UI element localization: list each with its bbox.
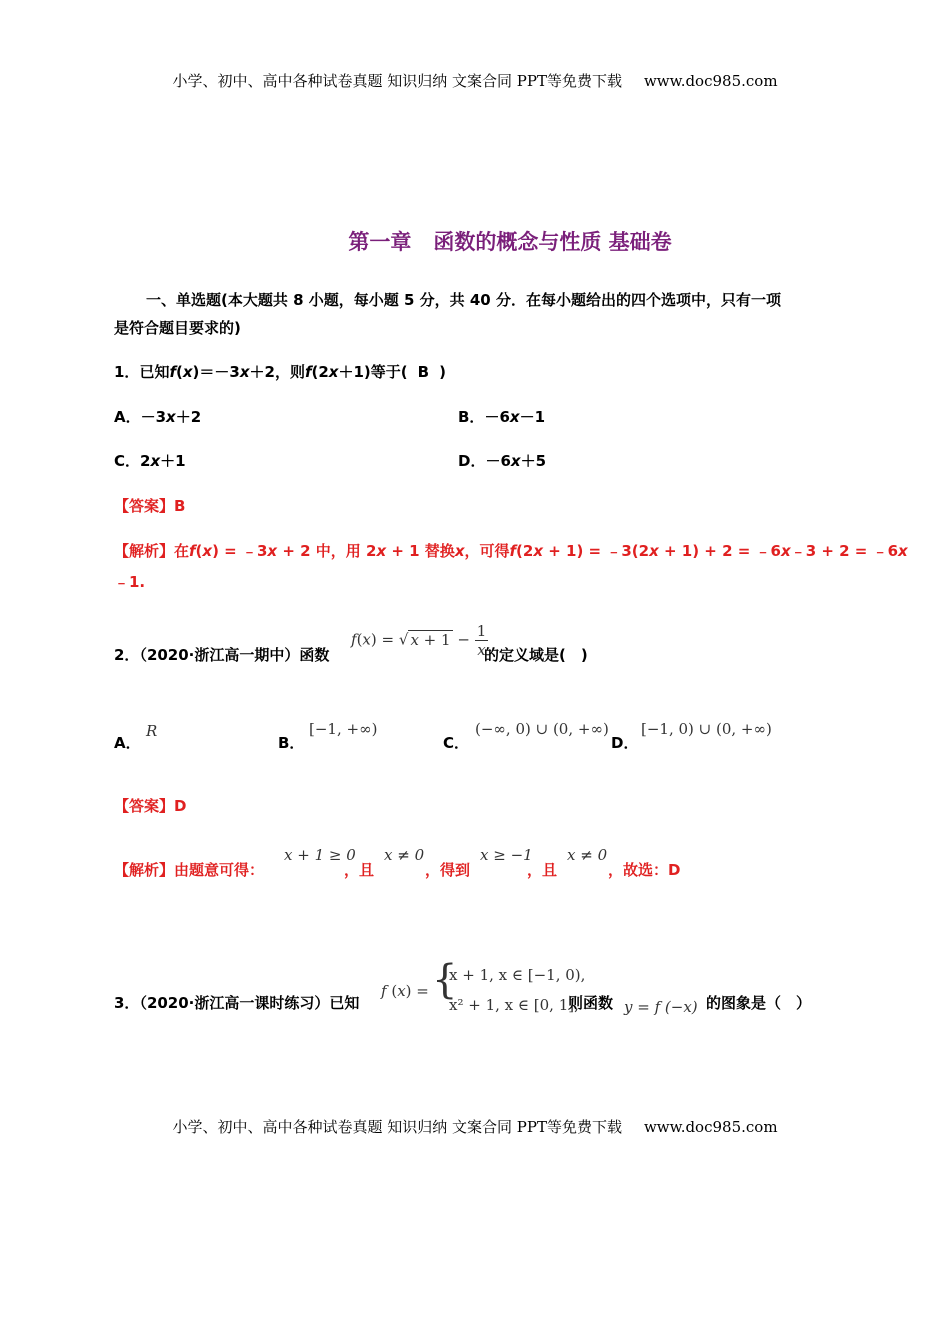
q3-stem-tail: 的图象是（ ）: [706, 994, 812, 1012]
page-title: [0, 226, 950, 256]
q3-stem-mid: 则函数: [568, 994, 614, 1012]
q2-option-c-label[interactable]: C．: [443, 734, 470, 752]
page-footer: [0, 1116, 950, 1137]
footer-url[interactable]: www.doc985.com: [643, 1118, 778, 1136]
q2-formula: f(x) = √ x + 1 − $\frac{1}{x}$: [351, 622, 487, 659]
q3-stem-left: 3．（2020·浙江高一课时练习）已知: [114, 994, 360, 1012]
q2-expl-sep-1: ，且: [344, 861, 375, 879]
q2-option-a-label[interactable]: A．: [114, 734, 141, 752]
page-header: [0, 70, 950, 91]
q3-case-1: x + 1, x ∈ [−1, 0),: [449, 966, 586, 984]
q1-answer: 【答案】B: [114, 497, 186, 515]
footer-text: 小学、初中、高中各种试卷真题 知识归纳 文案合同 PPT等免费下载: [172, 1118, 622, 1136]
q2-option-b[interactable]: [−1, +∞): [309, 720, 378, 738]
question-1: 1．已知f(x)＝－3x＋2，则f(2x＋1)等于( B ): [114, 363, 446, 381]
q2-expl-sep-4: ，故选：D: [608, 861, 681, 879]
q3-y-f-neg-x: y = f (−x): [624, 998, 698, 1016]
q3-brace: {: [432, 957, 458, 1003]
q2-option-c[interactable]: (−∞, 0) ∪ (0, +∞): [475, 720, 609, 738]
q2-expl-sep-2: ，得到: [425, 861, 471, 879]
q2-option-d-label[interactable]: D．: [611, 734, 639, 752]
q2-expl-math-2: x ≠ 0: [384, 846, 425, 864]
q2-stem-left: 2．（2020·浙江高一期中）函数: [114, 646, 330, 664]
header-text: 小学、初中、高中各种试卷真题 知识归纳 文案合同 PPT等免费下载: [172, 72, 622, 90]
title-name: 函数的概念与性质 基础卷: [433, 230, 672, 254]
section-heading-line1: 一、单选题(本大题共 8 小题，每小题 5 分，共 40 分．在每小题给出的四个选项中，只有一项: [146, 291, 781, 309]
q3-f-lhs: f (x) =: [381, 982, 429, 1000]
q1-explanation-line2: ﹣1.: [114, 573, 146, 591]
q1-explanation: 【解析】在f(x) = ﹣3x + 2 中，用 2x + 1 替换x，可得f(2x + 1) = ﹣3(2x + 1) + 2 = ﹣6x﹣3 + 2 = ﹣6x: [114, 542, 908, 560]
q1-option-a[interactable]: A．－3x＋2: [114, 408, 202, 426]
q2-stem-tail: 的定义域是( ): [484, 646, 588, 664]
q2-expl-math-1: x + 1 ≥ 0: [284, 846, 356, 864]
q1-option-d[interactable]: D．－6x＋5: [458, 452, 547, 470]
q1-option-c[interactable]: C．2x＋1: [114, 452, 186, 470]
header-url[interactable]: www.doc985.com: [643, 72, 778, 90]
q1-option-b[interactable]: B．－6x－1: [458, 408, 545, 426]
q3-case-2: x² + 1, x ∈ [0, 1],: [449, 996, 579, 1014]
q2-expl-math-3: x ≥ −1: [480, 846, 533, 864]
q2-option-d[interactable]: [−1, 0) ∪ (0, +∞): [641, 720, 772, 738]
q2-expl-sep-3: ，且: [527, 861, 558, 879]
q2-option-b-label[interactable]: B．: [278, 734, 305, 752]
q2-expl-math-4: x ≠ 0: [567, 846, 608, 864]
q2-option-a[interactable]: R: [146, 722, 158, 740]
section-heading-line2: 是符合题目要求的): [114, 319, 241, 337]
q2-explanation-prefix: 【解析】由题意可得：: [114, 861, 265, 879]
title-chapter: 第一章: [348, 230, 412, 254]
q2-answer: 【答案】D: [114, 797, 187, 815]
q1-inline-answer: B: [417, 363, 430, 381]
